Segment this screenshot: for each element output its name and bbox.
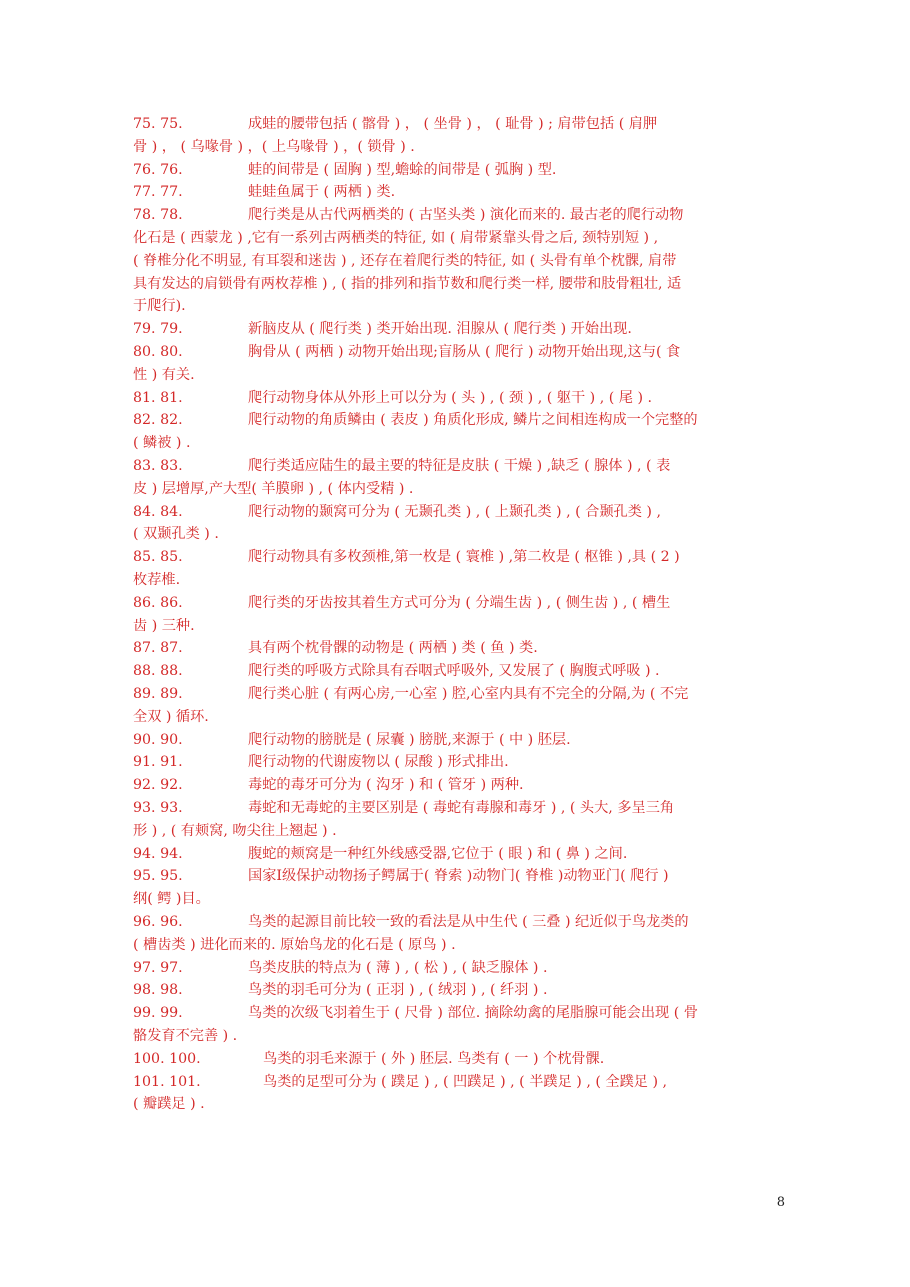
- question-line: [133, 1002, 778, 1025]
- question-number: 99. 99.: [133, 1005, 183, 1022]
- question-line: [133, 957, 778, 980]
- question-item: [133, 843, 778, 866]
- question-text: 鸟类的羽毛可分为 ( 正羽 ) , ( 绒羽 ) , ( 纤羽 ) .: [248, 982, 548, 999]
- question-item: [133, 341, 778, 387]
- question-number: 100. 100.: [133, 1050, 201, 1067]
- question-line: [133, 523, 778, 546]
- question-item: [133, 774, 778, 797]
- question-number: 77. 77.: [133, 184, 183, 201]
- question-item: [133, 409, 778, 455]
- question-text: 爬行类的呼吸方式除具有吞咽式呼吸外, 又发展了 ( 胸腹式呼吸 ) .: [248, 663, 660, 680]
- question-line: [133, 409, 778, 432]
- question-text: 骼发育不完善 ) .: [133, 1027, 238, 1044]
- question-item: [133, 204, 778, 318]
- question-text: 爬行动物的膀胱是 ( 尿囊 ) 膀胱,来源于 ( 中 ) 胚层.: [248, 731, 571, 748]
- question-text: 全双 ) 循环.: [133, 708, 209, 725]
- question-text: 具有两个枕骨髁的动物是 ( 两栖 ) 类 ( 鱼 ) 类.: [248, 640, 538, 657]
- question-text: 爬行类心脏 ( 有两心房,一心室 ) 腔,心室内具有不完全的分隔,为 ( 不完: [248, 686, 689, 702]
- question-text: 骨 ) ， ( 乌喙骨 ) ，( 上乌喙骨 ) ，( 锁骨 ) .: [133, 138, 415, 155]
- question-number: 86. 86.: [133, 594, 183, 611]
- question-line: [133, 911, 778, 934]
- question-line: [133, 660, 778, 683]
- question-text: 鸟类的足型可分为 ( 蹼足 ) , ( 凹蹼足 ) , ( 半蹼足 ) , ( 全蹼足 ) ,: [263, 1073, 668, 1090]
- question-item: [133, 979, 778, 1002]
- question-item: [133, 387, 778, 410]
- question-number: 94. 94.: [133, 845, 183, 862]
- question-text: 爬行类是从古代两栖类的 ( 古坚头类 ) 演化而来的. 最古老的爬行动物: [248, 207, 684, 224]
- question-number: 90. 90.: [133, 731, 183, 748]
- question-line: [133, 843, 778, 866]
- question-item: [133, 455, 778, 501]
- question-text: 纲( 鳄 )目。: [133, 891, 210, 908]
- question-text: 成蛙的腰带包括 ( 髂骨 ) ， ( 坐骨 ) ， ( 耻骨 ) ; 肩带包括 ( 肩胛: [248, 116, 658, 132]
- question-number: 88. 88.: [133, 663, 183, 680]
- question-text: 爬行动物的代谢废物以 ( 尿酸 ) 形式排出.: [248, 754, 509, 771]
- question-number: 97. 97.: [133, 959, 183, 976]
- question-number: 96. 96.: [133, 914, 183, 930]
- question-line: [133, 592, 778, 615]
- question-line: [133, 273, 778, 296]
- question-number: 95. 95.: [133, 868, 183, 885]
- question-number: 82. 82.: [133, 412, 183, 429]
- question-item: [133, 159, 778, 182]
- question-text: 鸟类的羽毛来源于 ( 外 ) 胚层. 鸟类有 ( 一 ) 个枕骨髁.: [263, 1050, 605, 1067]
- question-text: 于爬行).: [133, 298, 186, 315]
- question-item: [133, 865, 778, 911]
- question-line: [133, 865, 778, 888]
- question-item: [133, 592, 778, 638]
- question-text: 爬行动物的角质鳞由 ( 表皮 ) 角质化形成, 鳞片之间相连构成一个完整的: [248, 412, 698, 429]
- question-line: [133, 113, 778, 136]
- question-number: 78. 78.: [133, 207, 183, 224]
- question-item: [133, 1048, 778, 1071]
- question-text: 爬行动物身体从外形上可以分为 ( 头 ) , ( 颈 ) , ( 躯干 ) , ( 尾 ) .: [248, 389, 653, 406]
- question-text: 鸟类的起源目前比较一致的看法是从中生代 ( 三叠 ) 纪近似于鸟龙类的: [248, 914, 689, 930]
- question-text: 蛙蛙鱼属于 ( 两栖 ) 类.: [248, 184, 396, 201]
- question-item: [133, 501, 778, 547]
- page-number: 8: [776, 1195, 785, 1210]
- question-line: [133, 478, 778, 501]
- question-number: 83. 83.: [133, 458, 183, 474]
- question-line: [133, 387, 778, 410]
- question-line: [133, 227, 778, 250]
- question-text: ( 双颞孔类 ) .: [133, 526, 219, 543]
- question-number: 80. 80.: [133, 344, 183, 360]
- question-line: [133, 934, 778, 957]
- question-line: [133, 318, 778, 341]
- question-text: ( 脊椎分化不明显, 有耳裂和迷齿 ) , 还存在着爬行类的特征, 如 ( 头骨有单个枕髁, 肩带: [133, 252, 677, 269]
- question-line: [133, 341, 778, 364]
- question-text: 爬行类的牙齿按其着生方式可分为 ( 分端生齿 ) , ( 侧生齿 ) , ( 槽生: [248, 594, 671, 611]
- question-line: [133, 1048, 778, 1071]
- question-item: [133, 181, 778, 204]
- question-item: [133, 637, 778, 660]
- question-line: [133, 1093, 778, 1116]
- question-text: 国家Ⅰ级保护动物扬子鳄属于( 脊索 )动物门( 脊椎 )动物亚门( 爬行 ): [248, 868, 669, 885]
- question-text: 爬行动物具有多枚颈椎,第一枚是 ( 寰椎 ) ,第二枚是 ( 枢锥 ) ,具 ( 2 ): [248, 549, 680, 566]
- question-line: [133, 706, 778, 729]
- question-line: [133, 751, 778, 774]
- question-text: 齿 ) 三种.: [133, 617, 195, 634]
- question-text: 爬行动物的颞窝可分为 ( 无颞孔类 ) , ( 上颞孔类 ) , ( 合颞孔类 ) ,: [248, 503, 661, 520]
- question-line: [133, 797, 778, 820]
- question-line: [133, 501, 778, 524]
- question-text: 毒蛇的毒牙可分为 ( 沟牙 ) 和 ( 管牙 ) 两种.: [248, 777, 524, 794]
- question-item: [133, 729, 778, 752]
- question-item: [133, 660, 778, 683]
- question-line: [133, 546, 778, 569]
- question-line: [133, 729, 778, 752]
- question-number: 92. 92.: [133, 777, 183, 794]
- question-item: [133, 1071, 778, 1117]
- question-text: 具有发达的肩锁骨有两枚荐椎 ) , ( 指的排列和指节数和爬行类一样, 腰带和肢骨粗壮, 适: [133, 275, 682, 292]
- question-text: 爬行类适应陆生的最主要的特征是皮肤 ( 干燥 ) ,缺乏 ( 腺体 ) , ( 表: [248, 458, 671, 474]
- question-line: [133, 683, 778, 706]
- question-text: 新脑皮从 ( 爬行类 ) 类开始出现. 泪腺从 ( 爬行类 ) 开始出现.: [248, 321, 632, 338]
- question-item: [133, 113, 778, 159]
- question-number: 101. 101.: [133, 1073, 201, 1090]
- question-text: 胸骨从 ( 两栖 ) 动物开始出现;盲肠从 ( 爬行 ) 动物开始出现,这与( 食: [248, 344, 681, 360]
- question-line: [133, 820, 778, 843]
- question-item: [133, 318, 778, 341]
- question-number: 81. 81.: [133, 389, 183, 406]
- question-line: [133, 455, 778, 478]
- question-text: 腹蛇的颊窝是一种红外线感受器,它位于 ( 眼 ) 和 ( 鼻 ) 之间.: [248, 845, 628, 862]
- question-item: [133, 751, 778, 774]
- question-line: [133, 569, 778, 592]
- question-text: 化石是 ( 西蒙龙 ) ,它有一系列古两栖类的特征, 如 ( 肩带紧靠头骨之后, 颈特别短 ) ,: [133, 229, 659, 246]
- question-number: 91. 91.: [133, 754, 183, 771]
- question-line: [133, 295, 778, 318]
- question-number: 93. 93.: [133, 800, 183, 816]
- question-line: [133, 888, 778, 911]
- question-line: [133, 979, 778, 1002]
- question-text: 蛙的间带是 ( 固胸 ) 型,蟾蜍的间带是 ( 弧胸 ) 型.: [248, 161, 557, 178]
- question-number: 85. 85.: [133, 549, 183, 566]
- question-text: 皮 ) 层增厚,产大型( 羊膜卵 ) , ( 体内受精 ) .: [133, 480, 414, 497]
- question-text: ( 瓣蹼足 ) .: [133, 1096, 205, 1113]
- question-line: [133, 1071, 778, 1094]
- question-line: [133, 774, 778, 797]
- question-line: [133, 1025, 778, 1048]
- question-line: [133, 432, 778, 455]
- question-number: 79. 79.: [133, 321, 183, 338]
- question-line: [133, 136, 778, 159]
- question-text: 毒蛇和无毒蛇的主要区别是 ( 毒蛇有毒腺和毒牙 ) , ( 头大, 多呈三角: [248, 800, 675, 816]
- question-item: [133, 957, 778, 980]
- question-item: [133, 546, 778, 592]
- question-text: 性 ) 有关.: [133, 366, 195, 383]
- question-line: [133, 637, 778, 660]
- question-text: 形 ) , ( 有颊窝, 吻尖往上翘起 ) .: [133, 822, 337, 839]
- question-line: [133, 181, 778, 204]
- question-line: [133, 204, 778, 227]
- question-text: ( 鳞被 ) .: [133, 435, 191, 452]
- question-text: 鸟类皮肤的特点为 ( 薄 ) , ( 松 ) , ( 缺乏腺体 ) .: [248, 959, 548, 976]
- question-number: 89. 89.: [133, 686, 183, 702]
- question-item: [133, 797, 778, 843]
- question-line: [133, 159, 778, 182]
- question-item: [133, 1002, 778, 1048]
- question-number: 75. 75.: [133, 116, 183, 132]
- question-line: [133, 615, 778, 638]
- question-line: [133, 364, 778, 387]
- question-number: 87. 87.: [133, 640, 183, 657]
- question-line: [133, 250, 778, 273]
- question-text: 枚荐椎.: [133, 571, 181, 588]
- question-number: 84. 84.: [133, 503, 183, 520]
- question-text: 鸟类的次级飞羽着生于 ( 尺骨 ) 部位. 摘除幼禽的尾脂腺可能会出现 ( 骨: [248, 1005, 698, 1022]
- question-text: ( 槽齿类 ) 进化而来的. 原始鸟龙的化石是 ( 原鸟 ) .: [133, 936, 456, 953]
- question-item: [133, 683, 778, 729]
- question-number: 76. 76.: [133, 161, 183, 178]
- question-number: 98. 98.: [133, 982, 183, 999]
- question-item: [133, 911, 778, 957]
